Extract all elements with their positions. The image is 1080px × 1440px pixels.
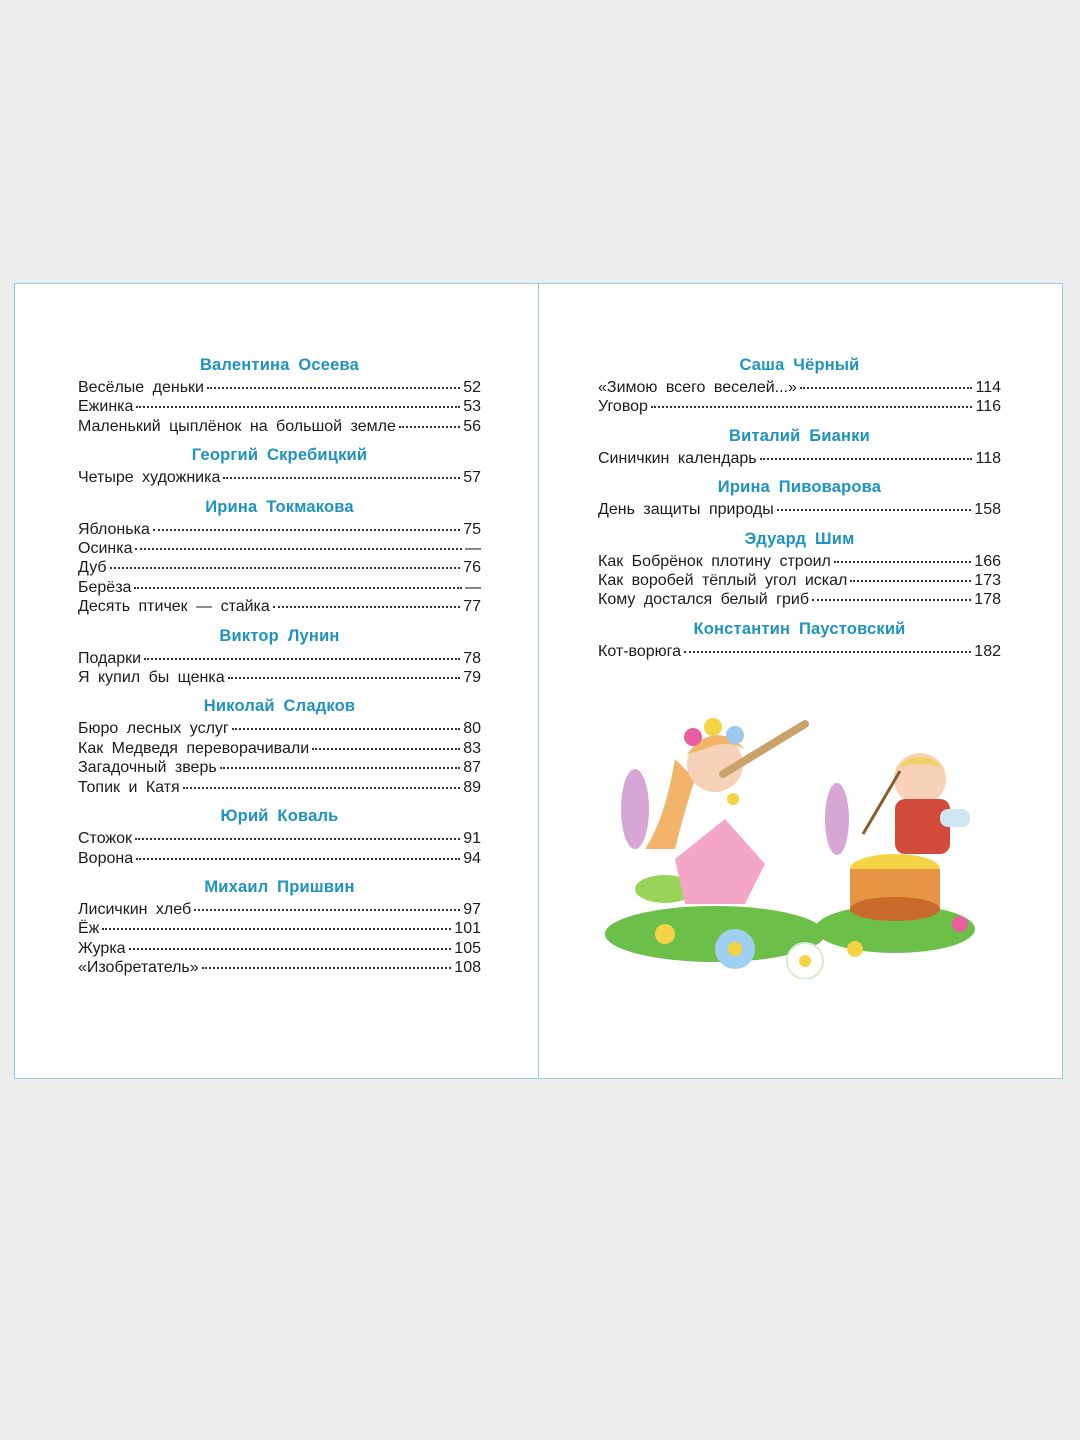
- toc-entry[interactable]: [78, 558, 481, 577]
- toc-entry[interactable]: [598, 378, 1001, 397]
- author-heading: Константин Паустовский: [693, 619, 906, 638]
- right-page-contents: [598, 356, 1001, 661]
- toc-entry[interactable]: [598, 449, 1001, 468]
- author-heading: Георгий Скребицкий: [191, 446, 368, 465]
- toc-entry[interactable]: [598, 571, 1001, 590]
- entry-page-number: 182: [974, 642, 1001, 660]
- entry-title: «Изобретатель»: [78, 959, 199, 977]
- toc-entry[interactable]: [78, 739, 481, 758]
- author-heading: Виктор Лунин: [219, 626, 340, 645]
- dot-leader: [135, 838, 460, 840]
- toc-entry[interactable]: [78, 719, 481, 738]
- toc-items: [78, 520, 481, 617]
- dot-leader: [651, 406, 973, 408]
- author-heading: Михаил Пришвин: [204, 877, 355, 896]
- toc-entry[interactable]: [598, 500, 1001, 519]
- entry-title: Стожок: [78, 830, 133, 848]
- entry-title: Как Бобрёнок плотину строил: [598, 552, 831, 570]
- toc-items: [598, 552, 1001, 610]
- dot-leader: [834, 561, 971, 563]
- entry-page-number: 89: [463, 778, 481, 796]
- toc-items: [598, 642, 1001, 661]
- dot-leader: [194, 909, 460, 911]
- entry-title: Кому достался белый гриб: [598, 591, 809, 609]
- left-page-contents: [78, 356, 481, 978]
- entry-page-number: —: [465, 578, 481, 596]
- entry-page-number: 108: [454, 959, 481, 977]
- toc-items: [78, 649, 481, 688]
- entry-title: Ворона: [78, 849, 134, 867]
- dot-leader: [102, 928, 451, 930]
- entry-title: Лисичкин хлеб: [78, 900, 192, 918]
- dot-leader: [684, 651, 971, 653]
- dot-leader: [136, 406, 460, 408]
- entry-page-number: 91: [463, 830, 481, 848]
- entry-page-number: 78: [463, 649, 481, 667]
- dot-leader: [207, 387, 460, 389]
- entry-title: Подарки: [78, 649, 142, 667]
- dot-leader: [129, 948, 452, 950]
- dot-leader: [812, 599, 971, 601]
- entry-page-number: 56: [463, 417, 481, 435]
- author-heading: Виталий Бианки: [728, 426, 870, 445]
- book-spread: [14, 283, 1063, 1079]
- entry-page-number: 75: [463, 520, 481, 538]
- entry-page-number: 118: [975, 449, 1001, 467]
- entry-title: Весёлые деньки: [78, 379, 204, 396]
- dot-leader: [312, 748, 460, 750]
- entry-page-number: 105: [454, 939, 481, 957]
- entry-title: Ёж: [78, 920, 100, 938]
- dot-leader: [223, 477, 460, 479]
- entry-title: Я купил бы щенка: [78, 669, 225, 687]
- toc-entry[interactable]: [78, 668, 481, 687]
- dot-leader: [135, 548, 462, 550]
- author-heading: Николай Сладков: [203, 697, 356, 716]
- toc-entry[interactable]: [78, 958, 481, 977]
- toc-entry[interactable]: [78, 397, 481, 416]
- toc-entry[interactable]: [78, 378, 481, 397]
- entry-title: Десять птичек — стайка: [78, 598, 270, 616]
- toc-entry[interactable]: [78, 649, 481, 668]
- toc-items: [598, 449, 1001, 468]
- toc-entry[interactable]: [78, 597, 481, 616]
- entry-page-number: 166: [974, 552, 1001, 570]
- entry-title: Синичкин календарь: [598, 449, 757, 467]
- entry-page-number: 178: [974, 591, 1001, 609]
- entry-page-number: 97: [463, 900, 481, 918]
- toc-entry[interactable]: [78, 829, 481, 848]
- toc-items: [598, 500, 1001, 519]
- author-heading: Эдуард Шим: [744, 529, 855, 548]
- entry-title: Бюро лесных услуг: [78, 720, 229, 738]
- dot-leader: [273, 606, 460, 608]
- author-heading: Ирина Пивоварова: [717, 478, 882, 497]
- entry-title: Четыре художника: [78, 469, 221, 487]
- entry-page-number: 173: [974, 572, 1001, 590]
- entry-title: Топик и Катя: [78, 778, 180, 796]
- author-heading: Саша Чёрный: [739, 356, 860, 374]
- entry-title: «Зимою всего веселей...»: [598, 379, 797, 396]
- entry-page-number: 101: [454, 920, 481, 938]
- toc-entry[interactable]: [78, 417, 481, 436]
- book-spine: [538, 284, 539, 1078]
- dot-leader: [777, 509, 972, 511]
- entry-page-number: —: [465, 540, 481, 558]
- toc-items: [78, 719, 481, 797]
- entry-page-number: 87: [463, 759, 481, 777]
- toc-entry[interactable]: [598, 552, 1001, 571]
- toc-items: [78, 378, 481, 436]
- toc-entry[interactable]: [78, 900, 481, 919]
- author-heading: Валентина Осеева: [199, 356, 360, 374]
- entry-page-number: 52: [463, 379, 481, 396]
- dot-leader: [153, 529, 460, 531]
- entry-title: Дуб: [78, 559, 107, 577]
- dot-leader: [232, 728, 460, 730]
- toc-entry[interactable]: [78, 520, 481, 539]
- toc-entry[interactable]: [78, 578, 481, 597]
- toc-items: [78, 900, 481, 978]
- toc-entry[interactable]: [78, 758, 481, 777]
- entry-title: Загадочный зверь: [78, 759, 217, 777]
- entry-title: Берёза: [78, 578, 132, 596]
- toc-entry[interactable]: [598, 590, 1001, 609]
- toc-entry[interactable]: [78, 919, 481, 938]
- children-musicians-illustration: [605, 699, 985, 979]
- toc-entry[interactable]: [78, 939, 481, 958]
- dot-leader: [183, 787, 460, 789]
- entry-title: Журка: [78, 939, 126, 957]
- entry-page-number: 80: [463, 720, 481, 738]
- toc-entry[interactable]: [78, 539, 481, 558]
- entry-page-number: 158: [974, 501, 1001, 519]
- toc-entry[interactable]: [598, 397, 1001, 416]
- entry-title: День защиты природы: [598, 501, 774, 519]
- entry-title: Как воробей тёплый угол искал: [598, 572, 848, 590]
- entry-page-number: 79: [463, 669, 481, 687]
- dot-leader: [144, 658, 460, 660]
- entry-page-number: 94: [463, 849, 481, 867]
- dot-leader: [850, 580, 971, 582]
- entry-title: Яблонька: [78, 520, 150, 538]
- toc-entry[interactable]: [78, 849, 481, 868]
- dot-leader: [110, 567, 461, 569]
- entry-page-number: 116: [975, 398, 1001, 416]
- author-heading: Ирина Токмакова: [205, 497, 354, 516]
- dot-leader: [399, 426, 460, 428]
- dot-leader: [202, 967, 452, 969]
- dot-leader: [136, 858, 460, 860]
- toc-entry[interactable]: [78, 778, 481, 797]
- entry-title: Кот-ворюга: [598, 642, 682, 660]
- entry-page-number: 77: [463, 598, 481, 616]
- toc-entry[interactable]: [598, 642, 1001, 661]
- dot-leader: [228, 677, 461, 679]
- dot-leader: [760, 458, 973, 460]
- toc-items: [78, 829, 481, 868]
- dot-leader: [134, 587, 462, 589]
- entry-page-number: 76: [463, 559, 481, 577]
- entry-title: Уговор: [598, 398, 648, 416]
- entry-title: Ежинка: [78, 398, 134, 416]
- entry-page-number: 57: [463, 469, 481, 487]
- dot-leader: [220, 767, 461, 769]
- entry-title: Маленький цыплёнок на большой земле: [78, 417, 396, 435]
- toc-items: [598, 378, 1001, 417]
- author-heading: Юрий Коваль: [220, 807, 339, 826]
- entry-page-number: 53: [463, 398, 481, 416]
- entry-page-number: 114: [975, 379, 1001, 396]
- dot-leader: [800, 387, 973, 389]
- entry-page-number: 83: [463, 739, 481, 757]
- entry-title: Как Медведя переворачивали: [78, 739, 310, 757]
- entry-title: Осинка: [78, 540, 133, 558]
- toc-items: [78, 468, 481, 487]
- toc-entry[interactable]: [78, 468, 481, 487]
